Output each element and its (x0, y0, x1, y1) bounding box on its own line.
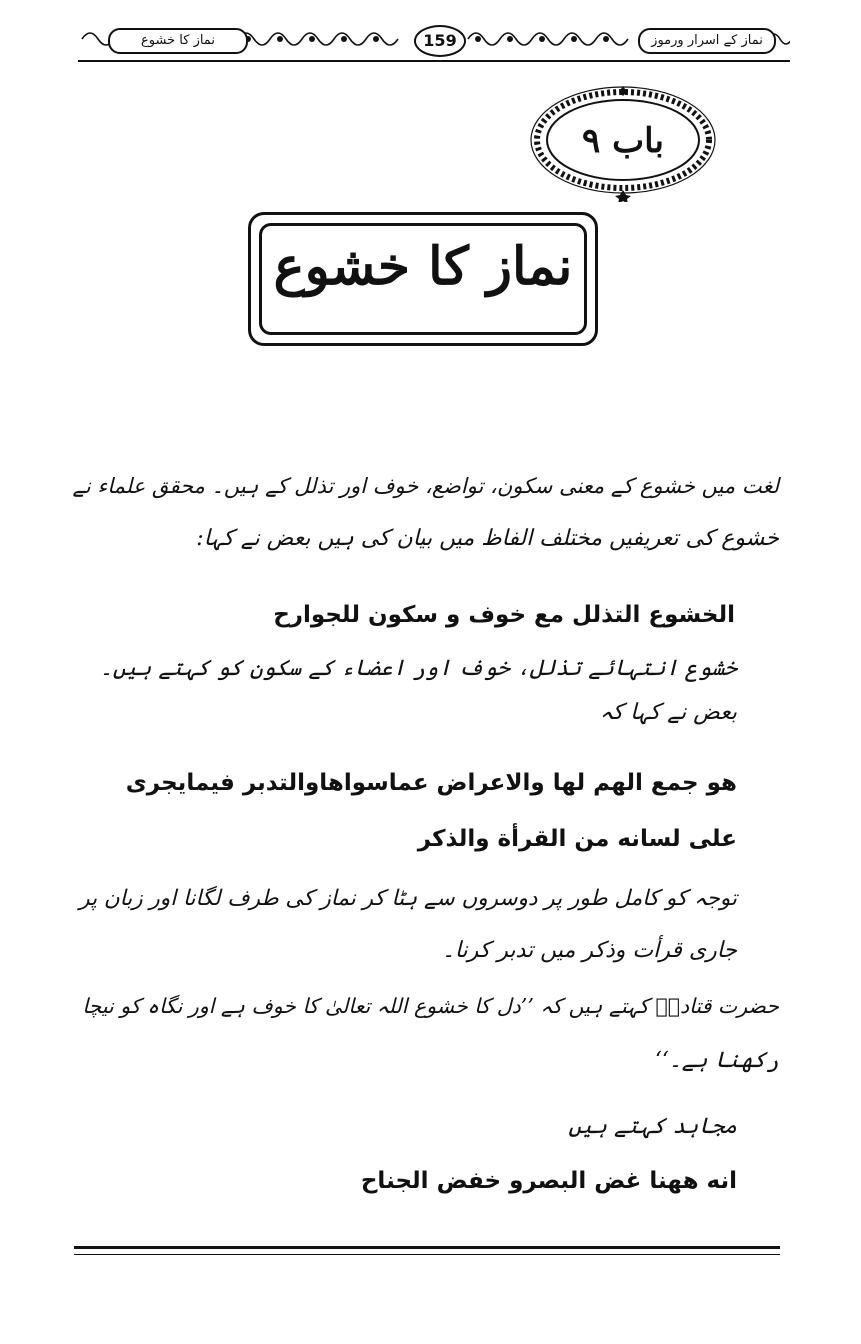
urdu-text-line: مجاہد کہتے ہیں (568, 1114, 737, 1139)
chapter-title-box (248, 212, 598, 346)
chapter-badge (530, 82, 716, 202)
header-chapter-title: نماز کا خشوع (108, 28, 248, 54)
arabic-quote-line: الخشوع التذلل مع خوف و سکون للجوارح (273, 602, 735, 628)
chapter-title: نماز کا خشوع (273, 236, 573, 297)
chapter-number: باب ۹ (582, 121, 664, 161)
footer-rule (74, 1246, 780, 1249)
urdu-text-line: رکھنا ہے۔‘‘ (654, 1048, 779, 1073)
footer-rule-thin (74, 1254, 780, 1255)
urdu-text-line: خشوع کی تعریفیں مختلف الفاظ میں بیان کی ہیں بعض نے کہا: (196, 526, 779, 551)
urdu-text-line: خشوع انتہائے تذلل، خوف اور اعضاء کے سکون کو کہتے ہیں۔ (99, 656, 737, 681)
urdu-text-line: جاری قرأت وذکر میں تدبر کرنا۔ (441, 938, 737, 963)
running-header (78, 22, 790, 58)
arabic-quote-line: هو جمع الهم لها والاعراض عماسواهاوالتدبر فيمايجرى (125, 770, 737, 796)
urdu-text-line: توجہ کو کامل طور پر دوسروں سے ہٹا کر نماز کی طرف لگانا اور زبان پر (79, 886, 737, 911)
arabic-quote-line: انه هھنا غض البصرو خفض الجناح (360, 1168, 737, 1194)
urdu-text-line: بعض نے کہا کہ (599, 700, 737, 725)
urdu-text-line: لغت میں خشوع کے معنی سکون، تواضع، خوف اور تذلل کے ہیں۔ محقق علماء نے (72, 474, 779, 498)
header-book-title: نماز کے اسرار ورموز (638, 28, 776, 54)
urdu-text-line: حضرت قتادہؓ کہتے ہیں کہ ’’دل کا خشوع اللہ تعالیٰ کا خوف ہے اور نگاہ کو نیچا (82, 994, 779, 1018)
arabic-quote-line: على لسانه من القرأة والذكر (417, 826, 737, 852)
header-rule (78, 60, 790, 62)
page-number: 159 (414, 25, 466, 57)
